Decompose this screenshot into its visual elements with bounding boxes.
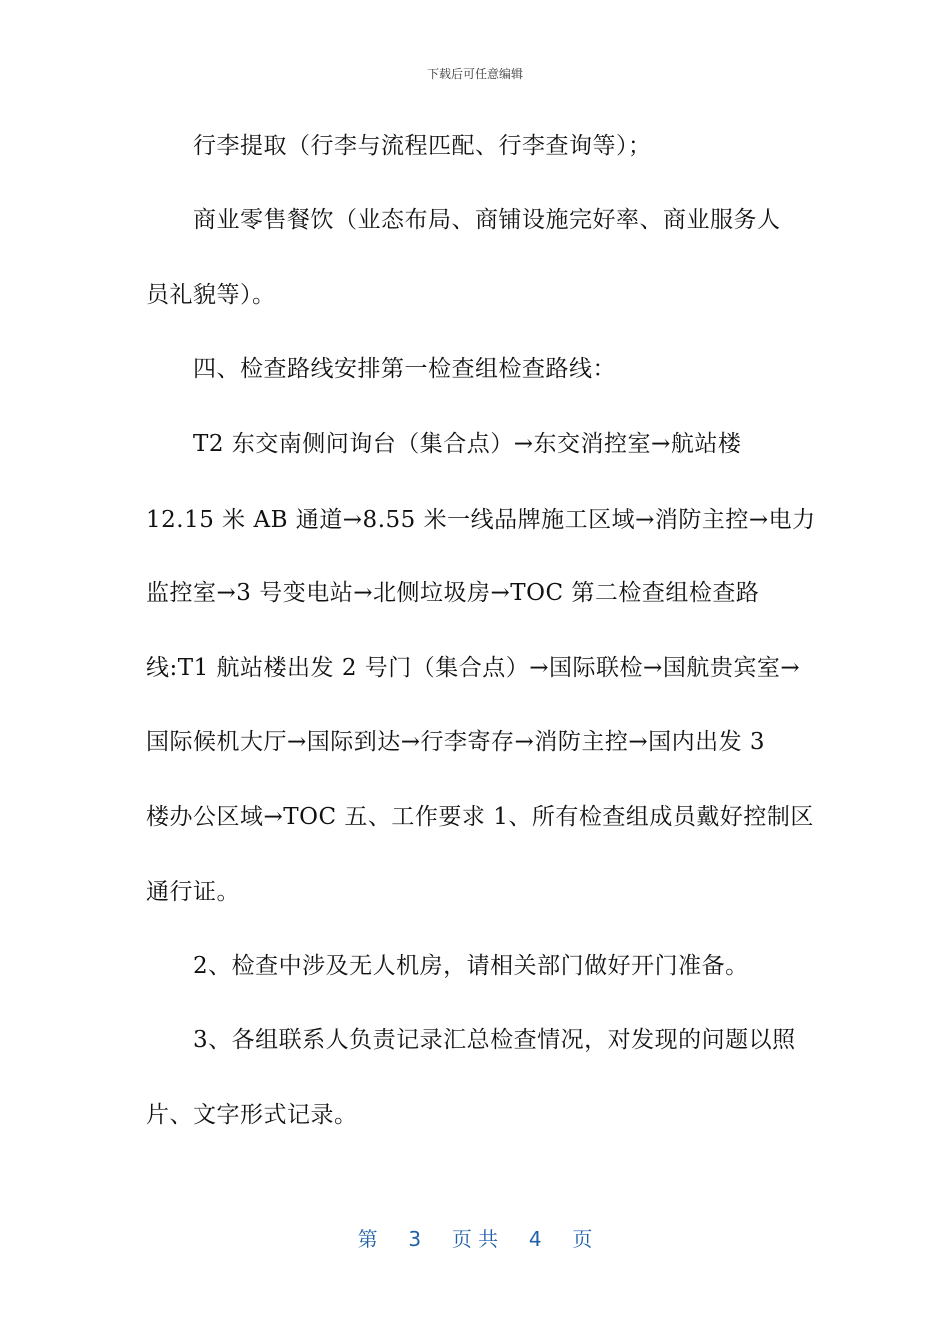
text-line: 线:T1 航站楼出发 2 号门（集合点）→国际联检→国航贵宾室→ <box>146 655 801 681</box>
text-line: 国际候机大厅→国际到达→行李寄存→消防主控→国内出发 3 <box>146 729 766 755</box>
page-total: 4 <box>528 1227 542 1251</box>
page-current: 3 <box>408 1227 422 1251</box>
page-prefix: 第 <box>357 1227 378 1251</box>
page-middle: 页 共 <box>451 1227 499 1251</box>
text-line: 2、检查中涉及无人机房，请相关部门做好开门准备。 <box>193 953 749 979</box>
text-line: T2 东交南侧问询台（集合点）→东交消控室→航站楼 <box>193 431 742 457</box>
section-heading: 四、检查路线安排第一检查组检查路线： <box>193 356 616 382</box>
text-line: 商业零售餐饮（业态布局、商铺设施完好率、商业服务人 <box>193 207 781 233</box>
text-line: 员礼貌等）。 <box>146 282 276 308</box>
page-number <box>0 1226 950 1252</box>
text-line: 12.15 米 AB 通道→8.55 米一线品牌施工区域→消防主控→电力 <box>146 507 816 533</box>
text-line: 通行证。 <box>146 879 240 905</box>
download-note: 下载后可任意编辑 <box>426 67 523 81</box>
text-line: 监控室→3 号变电站→北侧垃圾房→TOC 第二检查组检查路 <box>146 580 760 606</box>
page-suffix: 页 <box>572 1227 593 1251</box>
text-line: 楼办公区域→TOC 五、工作要求 1、所有检查组成员戴好控制区 <box>146 804 814 830</box>
text-line: 片、文字形式记录。 <box>146 1102 358 1128</box>
text-line: 3、各组联系人负责记录汇总检查情况，对发现的问题以照 <box>193 1027 796 1053</box>
text-line: 行李提取（行李与流程匹配、行李查询等）； <box>193 133 652 159</box>
